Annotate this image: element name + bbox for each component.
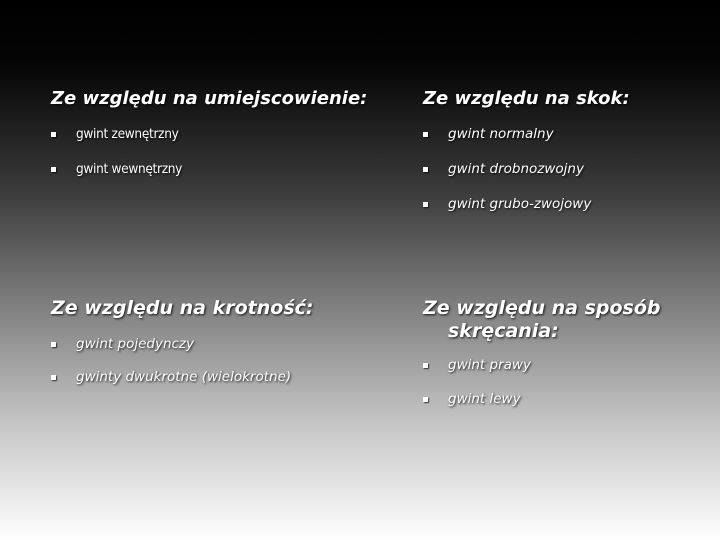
list-item-label: gwint normalny [448,125,554,142]
section-heading: Ze względu na krotność: [51,297,314,319]
square-bullet-icon [51,342,56,347]
list-item [51,161,367,196]
square-bullet-icon [423,397,428,402]
list-item-label: gwint wewnętrzny [76,160,183,177]
list-item-label: gwint zewnętrzny [76,125,179,142]
square-bullet-icon [423,167,428,172]
section-heading: Ze względu na umiejscowienie: [51,88,368,109]
section-multiplicity [51,297,313,402]
list-item-label: gwint prawy [448,356,531,373]
list-item-label: gwint grubo-zwojowy [448,195,592,212]
list-item [51,369,313,402]
section-heading [423,297,661,343]
list-item [423,357,661,391]
list-item [423,196,630,231]
list-item [51,126,367,161]
bullet-list [423,357,661,425]
list-item [423,126,630,161]
bullet-list [51,336,313,402]
section-location [51,88,367,196]
square-bullet-icon [423,132,428,137]
square-bullet-icon [51,375,56,380]
square-bullet-icon [51,167,56,172]
list-item-label: gwint pojedynczy [76,335,194,352]
section-heading: Ze względu na skok: [423,88,630,109]
section-twist-direction [423,297,661,425]
list-item-label: gwint drobnozwojny [448,160,584,177]
list-item-label: gwinty dwukrotne (wielokrotne) [76,368,292,385]
section-pitch [423,88,630,231]
list-item-label: gwint lewy [448,390,521,407]
list-item [51,336,313,369]
list-item [423,161,630,196]
heading-line-1: Ze względu na sposób [423,297,661,319]
bullet-list [51,126,367,196]
bullet-list [423,126,630,231]
square-bullet-icon [423,363,428,368]
list-item [423,391,661,425]
square-bullet-icon [423,202,428,207]
square-bullet-icon [51,132,56,137]
heading-line-2: skręcania: [448,319,559,342]
